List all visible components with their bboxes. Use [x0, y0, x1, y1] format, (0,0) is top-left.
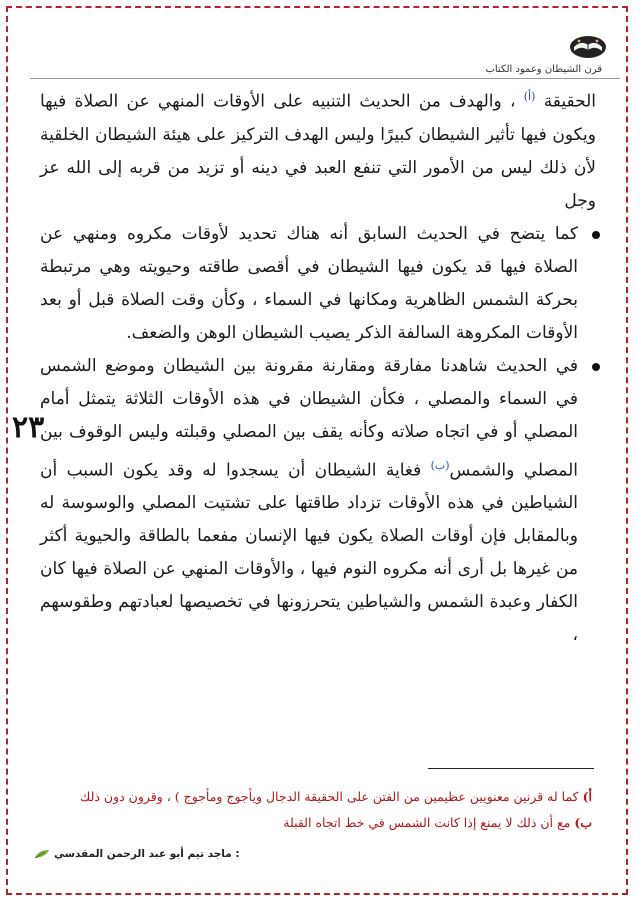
- page-header: [460, 32, 608, 75]
- leaf-icon: [34, 849, 50, 859]
- bullet-text-start: في الحديث شاهدنا مفارقة ومقارنة مقرونة بين الشيطان وموضع الشمس في السماء والمصلي ، فكأن الشيطان في هذه الأوقات الثلاثة يتمثل أمام المصلي أو في اتجاه صلاته وكأنه يقف بين المصلي وقبلته وليس الوقوف بين المصلي والشمس: [40, 355, 578, 481]
- paragraph-text-end: ، والهدف من الحديث التنبيه على الأوقات المنهي عن الصلاة فيها ويكون فيها تأثير الشيطان كبيرًا وليس الهدف التركيز على هيئة الشيطان الخلقية لأن ذلك ليس من الأمور التي تنفع العبد في دينه أو تزيد من قربه إلى الله عز وجل: [40, 91, 596, 211]
- header-divider: [30, 78, 620, 79]
- page-number: ٢٣: [12, 410, 45, 445]
- bullet-item: [40, 218, 596, 350]
- main-text: [40, 80, 596, 652]
- bullet-icon: [592, 231, 600, 239]
- footnote-b: [30, 810, 592, 836]
- bullet-item: [40, 350, 596, 653]
- footnotes: [30, 784, 592, 836]
- paragraph-text-start: الحقيقة: [543, 91, 597, 112]
- bullet-text: كما يتضح في الحديث السابق أنه هناك تحديد لأوقات مكروه ومنهي عن الصلاة فيها قد يكون فيها الشيطان في أقصى طاقته وحيويته وهي مرتبطة بحركة الشمس الظاهرية ومكانها في السماء ، وكأن وقت الصلاة قبل أو بعد الأوقات المكروهة السالفة الذكر يصيب الشيطان الوهن والضعف.: [40, 223, 578, 343]
- bullet-text-end: فغاية الشيطان أن يسجدوا له وقد يكون السبب أن الشياطين في هذه الأوقات تزداد طاقتها على تشتيت المصلي والوسوسة له وبالمقابل فإن أوقات الصلاة يكون فيها الإنسان مفعما بالطاقة والحيوية أكثر من غيرها بل أرى أنه مكروه النوم فيها ، والأوقات المنهي عن الصلاة فيها كان الكفار وعبدة الشمس والشياطين يتحرزونها في تخصيصها لعبادتهم وطقوسهم ،: [40, 460, 578, 646]
- footnote-divider: [428, 768, 594, 769]
- book-title: قرن الشيطان وعمود الكتاب: [485, 64, 602, 75]
- author-name: : ماجد تيم أبو عبد الرحمن المقدسي: [54, 848, 240, 860]
- bullet-list: [40, 218, 596, 653]
- footnote-text: كما له قرنين معنويين عظيمين من الفتن على الحقيقة الدجال ويأجوج ومأجوج ) ، وقرون دون ذلك: [80, 789, 583, 804]
- footnote-mark: ب): [574, 815, 592, 830]
- footnote-a: [30, 784, 592, 810]
- footnote-text: مع أن ذلك لا يمنع إذا كانت الشمس في خط اتجاه القبلة: [283, 815, 575, 830]
- bullet-icon: [592, 363, 600, 371]
- footnote-reference-a[interactable]: (أ): [523, 90, 536, 103]
- footnote-mark: أ): [582, 789, 592, 804]
- open-book-icon: [568, 32, 608, 60]
- paragraph: [40, 80, 596, 218]
- footnote-reference-b[interactable]: (ب): [430, 458, 450, 472]
- author-signature: [34, 848, 240, 860]
